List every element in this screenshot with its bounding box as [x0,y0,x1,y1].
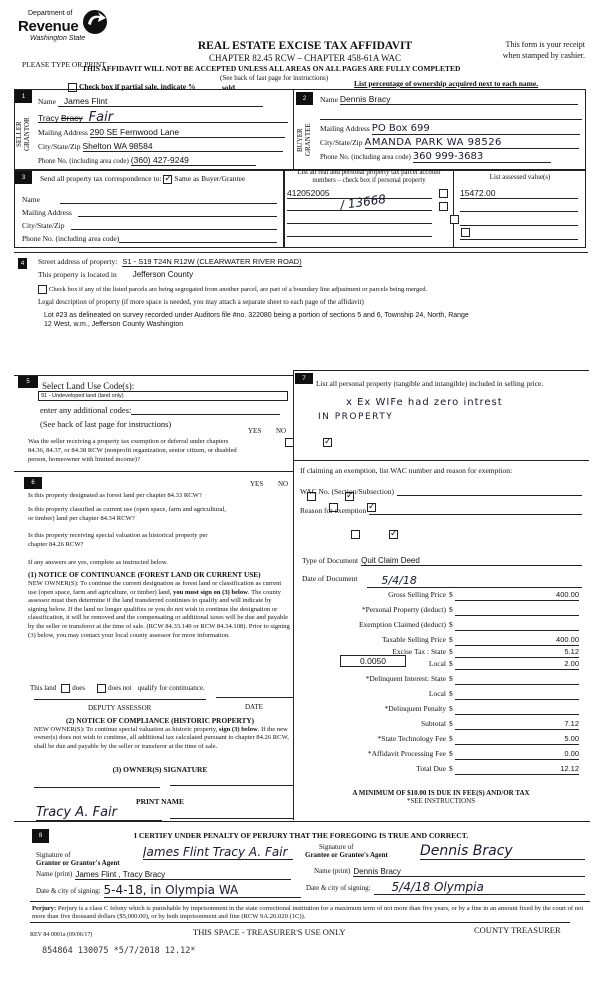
section-1-badge: 1 [15,90,32,103]
assessed-value-2[interactable] [460,202,578,212]
notice-2-title: (2) NOTICE OF COMPLIANCE (HISTORIC PROPERTY) [65,716,255,725]
correspondence-row [40,174,245,184]
tax-row-label: *Personal Property (deduct) [361,605,446,614]
local-rate-box[interactable]: 0.0050 [340,655,406,667]
perjury-bold: Perjury: [32,905,57,912]
partial-sale-label: Check box if partial sale, indicate % [79,82,196,91]
grantee-name-label: Name (print) [314,867,351,875]
exemption-yes-checkbox[interactable] [285,438,294,447]
grantor-name-row [36,870,291,880]
exemption-label: If claiming an exemption, list WAC number and reason for exemption: [300,466,513,475]
notice-2-text-a: NEW OWNER(S): To continue special valuation as historic property, [34,726,218,733]
tax-row-label: Excise Tax : State [392,647,446,656]
tax-row-value[interactable] [455,704,579,715]
seller-city-row [38,141,288,152]
street-row [38,257,302,267]
personal-property-note-1: x Ex WIFe had zero intrest [346,397,503,408]
owner-signature-line-1[interactable] [34,784,160,788]
seller-name-label: Name [38,97,56,106]
grantee-sig-label [305,843,388,859]
parcels-header: List all real and personal property tax parcel account numbers – check box if personal property [297,169,441,184]
corr-city-label: City/State/Zip [22,221,65,230]
buyer-phone-row [320,151,582,163]
seller-phone-label: Phone No. (including area code) [38,157,129,165]
grantor-date-city[interactable]: 5-4-18, in Olympia WA [104,883,301,898]
tax-row-value[interactable] [455,689,579,700]
if-yes-note: If any answers are yes, complete as instructed below. [28,559,168,566]
reason-row [300,506,582,515]
land-use-select[interactable]: 91 - Undeveloped land (land only) [38,391,288,401]
tax-row [298,719,584,731]
corr-name-row [22,195,277,204]
owner-print-name-line-2[interactable] [170,810,294,819]
tax-row-value[interactable]: 7.12 [455,719,579,730]
corr-phone-label: Phone No. (including area code) [22,234,120,243]
personal-property-note-2: IN PROPERTY [318,412,394,422]
buyer-phone-label: Phone No. (including area code) [320,153,411,161]
doc-date-label: Date of Document [302,574,358,583]
doc-type-value[interactable]: Quit Claim Deed [361,556,582,566]
tax-row-value[interactable] [455,620,579,631]
wac-label: WAC No. (Section/Subsection) [300,487,394,496]
street-address[interactable]: S1 - S19 T24N R12W (CLEARWATER RIVER ROAD) [122,257,302,266]
buyer-city-label: City/State/Zip [320,138,363,147]
section-8-top-rule [14,821,590,822]
grantor-label: GRANTOR [23,117,31,151]
tax-row [298,734,584,746]
currency-sign: $ [449,647,453,656]
section-4-badge: 4 [18,258,27,269]
seller-mailing-label: Mailing Address [38,128,88,137]
footer-rule-2 [30,922,570,923]
assessed-header: List assessed value(s) [489,173,551,181]
tax-row-value[interactable]: 400.00 [455,635,579,646]
currency-sign: $ [449,764,453,773]
tax-row-value[interactable]: 5.12 [455,647,579,658]
currency-sign: $ [449,674,453,683]
rev-code: REV 84 0001a (09/06/17) [30,932,93,938]
grantee-sig-label-2: Grantee or Grantee's Agent [305,851,388,859]
legal-desc-1: Lot #23 as delineated on survey recorded under Auditors file #no. 322080 being a portion of sections 5 and 6, Township 24, North, Range [44,312,469,319]
correspondence-label: Send all property tax correspondence to: [40,174,162,183]
corr-mailing-field[interactable] [78,208,277,217]
dor-logo-state: Washington State [30,35,86,42]
see-back-note: (See back of last page for instructions) [220,74,329,82]
parcel-row-3-line[interactable] [287,212,432,224]
personal-property-label: List all personal property (tangible and intangible) included in selling price. [316,379,544,388]
dor-logo [18,8,113,48]
grantee-label: GRANTEE [304,123,312,157]
tax-row-value[interactable] [455,674,579,685]
notice-1-text-b: . The county assessor must then determine if the land transferred continues to qualify and will indicate by signing below. If the land no longer qualifies or you do not wish to continue the designation or classification, it will be removed and the compensating or additional taxes will be due and payable by the seller or transferor at the time of sale. (RCW 84.33.140 or RCW 84.34.108). Prior to signing (3) below, you may contact your local county assessor for more information. [28,588,290,639]
grantor-sig-label-1: Signature of [36,851,71,859]
seller-name-2-handwritten: Fair [88,110,114,125]
assessed-value-1[interactable]: 15472.00 [460,188,578,199]
buyer-side-label [296,115,313,165]
grantor-name-label: Name (print) [36,870,73,878]
currency-sign: $ [449,704,453,713]
assessor-date-line[interactable] [216,694,294,698]
forest-question: Is this property designated as forest land per chapter 84.33 RCW? [28,492,202,499]
tax-row-label: *State Technology Fee [377,734,446,743]
section-8-badge: 8 [32,829,49,843]
owner-signature-title: (3) OWNER(S) SIGNATURE [112,765,208,774]
section-3-badge: 3 [15,171,32,184]
personal-property-checkbox[interactable] [439,189,448,198]
section-7-top-rule [293,370,589,371]
notice-1-text [28,580,290,640]
section-2-badge: 2 [296,92,313,105]
perjury-notice [32,905,592,922]
exemption-top-rule [293,460,589,461]
assessed-value-3[interactable] [460,216,578,226]
buyer-name[interactable]: Dennis Bracy [340,94,578,105]
seller-name-2-first: Tracy [38,113,59,123]
tax-row-value[interactable]: 5.00 [455,734,579,745]
grantee-name[interactable]: Dennis Bracy [353,867,585,877]
grantee-date-label: Date & city of signing: [306,884,371,892]
county: Jefferson County [132,270,194,279]
seller-name-2-struck: Bracy [60,113,83,123]
reason-label: Reason for exemption [300,506,367,515]
currency-sign: $ [449,635,453,644]
seller-city[interactable]: Shelton WA 98584 [83,141,283,152]
print-name-label: PRINT NAME [136,797,184,806]
corr-mailing-row [22,208,277,217]
section-5-badge: 5 [18,376,38,388]
located-row [38,270,193,279]
tax-row-label: Total Due [416,764,446,773]
does-checkbox[interactable] [61,684,70,693]
treasurer-use: THIS SPACE - TREASURER'S USE ONLY [193,927,346,937]
owner-signature-line-2[interactable] [170,782,294,786]
tax-row-label: Local [428,659,446,668]
seller-mailing-row [38,127,288,138]
divider [293,89,294,170]
seller-side-label [15,104,32,164]
section-5-top-rule [14,375,294,376]
see-instructions: *SEE INSTRUCTIONS [406,797,476,805]
tax-row-label: Exemption Claimed (deduct) [358,620,446,629]
notice-2-text [34,726,296,751]
does-label: does [72,684,86,692]
buyer-name-2-line[interactable] [320,110,582,120]
segregated-checkbox[interactable] [38,285,47,294]
land-use-see-back: (See back of last page for instructions) [40,419,172,429]
tax-row [298,590,584,602]
corr-name-label: Name [22,195,40,204]
this-land-label: This land [30,684,57,692]
seller-name-row [38,96,288,107]
exemption-question: Was the seller receiving a property tax exemption or deferral under chapters 84.36, 84.37, or 84.38 RCW (nonprofit organization, senior citizen, or disabled person, homeowner with limited income)? [28,438,237,463]
grantee-date-row [306,880,585,895]
dor-swirl-icon [80,8,110,36]
doc-type-row [302,556,582,566]
notice-1-bold: you must sign on (3) below [173,588,248,596]
yes-header-6: YES [250,480,264,488]
tax-row [298,704,584,716]
currency-sign: $ [449,659,453,668]
minimum-note: A MINIMUM OF $10.00 IS DUE IN FEE(S) AND/OR TAX [352,789,530,797]
corr-phone-field[interactable] [119,234,277,243]
historic-question: Is this property receiving special valuation as historical property per chapter 84.26 RCW? [28,532,208,548]
partial-sale-sold: sold. [222,83,237,92]
reason-field[interactable] [369,506,582,515]
dor-logo-dept: Department of [28,10,73,17]
tax-row-value[interactable]: 400.00 [455,590,579,601]
corr-name-field[interactable] [60,195,277,204]
currency-sign: $ [449,620,453,629]
grantee-name-row [314,867,585,877]
tax-row-value[interactable]: 0.00 [455,749,579,760]
seller-name-1[interactable]: James Flint [58,96,263,107]
continuance-row [30,683,205,693]
assessor-date-label: DATE [245,703,263,711]
seller-phone-row [38,155,288,166]
tax-row-label: Taxable Selling Price [381,635,446,644]
section-6-top-rule [14,471,294,472]
ownership-note: List percentage of ownership acquired next to each name. [354,79,539,88]
doc-date-value[interactable]: 5/4/18 [367,574,582,588]
exemption-no-checkbox[interactable] [323,438,332,447]
buyer-city[interactable]: AMANDA PARK WA 98526 [365,137,579,149]
no-header-5: NO [276,427,287,435]
form-chapter: CHAPTER 82.45 RCW – CHAPTER 458-61A WAC [209,53,401,63]
form-title: REAL ESTATE EXCISE TAX AFFIDAVIT [197,40,413,52]
footer-top-rule [30,901,590,902]
tax-row [298,605,584,617]
tax-row [298,749,584,761]
owner-print-name[interactable]: Tracy A. Fair [36,805,162,821]
wac-field[interactable] [397,487,582,496]
buyer-name-label: Name [320,95,338,104]
tax-row-label: *Delinquent Penalty [384,704,446,713]
receipt-note-1: This form is your receipt [505,40,585,49]
additional-codes-row [40,405,280,415]
grantor-signature[interactable]: James Flint Tracy A. Fair [143,845,293,860]
certify-title: I CERTIFY UNDER PENALTY OF PERJURY THAT THE FOREGOING IS TRUE AND CORRECT. [134,831,469,840]
notice-2-text-b: . If the new owner(s) does not wish to continue, all additional tax calculated pursuant to chapter 84.26 RCW, shall be due and payable by the seller or transferor at the time of sale. [34,726,289,750]
section-6-badge: 6 [24,477,42,489]
segregated-row [38,284,427,294]
parcel-row-4-line[interactable] [287,225,432,237]
seller-city-label: City/State/Zip [38,142,81,151]
buyer-label: BUYER [296,128,304,152]
legal-label: Legal description of property (if more space is needed, you may attach a separate sheet to each page of the affidavit) [38,298,364,306]
buyer-mailing-row [320,123,582,135]
tax-row-label: *Affidavit Processing Fee [367,749,446,758]
deputy-assessor-label: DEPUTY ASSESSOR [88,704,152,712]
corr-mailing-label: Mailing Address [22,208,72,217]
seller-phone[interactable]: (360) 427-9249 [131,155,256,166]
seller-mailing[interactable]: 290 SE Fernwood Lane [90,127,285,138]
personal-property-checkbox[interactable] [450,215,459,224]
no-header-6: NO [278,480,289,488]
grantor-sig-label [36,851,120,867]
tax-row-label: Local [428,689,446,698]
tax-row-value[interactable]: 12.12 [455,764,579,775]
buyer-city-row [320,137,582,149]
qualify-label: qualify for continuance. [137,684,205,692]
notice-2-bold: sign (3) below [218,726,258,733]
section-4-top-rule [14,252,588,253]
yes-header-5: YES [248,427,262,435]
does-not-checkbox[interactable] [97,684,106,693]
doc-date-row [302,574,582,588]
perjury-text: Perjury is a class C felony which is punishable by imprisonment in the state correctional institution for a maximum term of not more than five years, or by a fine in an amount fixed by the court of not more than five thousand dollars ($5,000.00), or by both imprisonment and fine (RCW 9A.20.020 (1C)). [32,905,584,921]
tax-row-label: *Delinquent Interest: State [365,674,446,683]
tax-row-value[interactable]: 2.00 [455,659,579,670]
located-label: This property is located in [38,270,117,279]
currency-sign: $ [449,689,453,698]
buyer-phone[interactable]: 360 999-3683 [413,151,551,163]
please-type: PLEASE TYPE OR PRINT [22,60,106,69]
tax-row-label: Gross Selling Price [388,590,446,599]
same-as-buyer-checkbox[interactable] [163,175,172,184]
seller-label: SELLER [15,121,23,147]
tax-row [298,674,584,686]
tax-row [298,764,584,776]
legal-desc-2: 12 West, w.m., Jefferson County Washington [44,321,184,328]
currency-sign: $ [449,590,453,599]
historic-no-checkbox[interactable] [389,530,398,539]
street-label: Street address of property: [38,257,118,266]
seller-name-2-row[interactable] [38,110,288,123]
parcel-handwritten: / 13668 [339,191,387,213]
grantor-name[interactable]: James Flint , Tracy Bracy [75,870,291,880]
receipt-note-2: when stamped by cashier. [502,51,585,60]
tax-row-value[interactable] [455,605,579,616]
tax-row-label: Subtotal [420,719,446,728]
county-treasurer: COUNTY TREASURER [474,925,561,935]
grantee-date-city[interactable]: 5/4/18 Olympia [374,880,585,895]
currency-sign: $ [449,605,453,614]
currency-sign: $ [449,749,453,758]
additional-codes-label: enter any additional codes: [40,405,132,415]
tax-row [298,689,584,701]
additional-codes-field[interactable] [131,405,280,415]
corr-city-field[interactable] [71,221,278,230]
assessed-value-4[interactable] [460,230,578,240]
notice-1-title: (1) NOTICE OF CONTINUANCE (FOREST LAND OR CURRENT USE) [28,570,261,579]
same-as-buyer-label: Same as Buyer/Grantee [174,174,246,183]
dor-logo-revenue: Revenue [18,18,79,35]
grantee-signature[interactable]: Dennis Bracy [420,843,585,860]
warning-banner: THIS AFFIDAVIT WILL NOT BE ACCEPTED UNLESS ALL AREAS ON ALL PAGES ARE FULLY COMPLETED [82,64,461,73]
buyer-mailing[interactable]: PO Box 699 [372,123,580,135]
currency-sign: $ [449,719,453,728]
corr-phone-row [22,234,277,243]
buyer-name-row [320,94,582,105]
corr-city-row [22,221,277,230]
grantor-date-label: Date & city of signing: [36,887,101,895]
historic-yes-checkbox[interactable] [351,530,360,539]
parcel-number[interactable]: 412052005 [287,188,432,199]
grantor-sig-label-2: Grantor or Grantor's Agent [36,859,120,867]
tax-row [298,620,584,632]
segregated-label: Check box if any of the listed parcels are being segregated from another parcel, are part of a boundary line adjustment or parcels being merged. [49,286,428,293]
land-use-label: Select Land Use Code(s): [42,381,135,391]
wac-row [300,487,582,496]
deputy-assessor-line[interactable] [34,696,206,700]
grantor-date-row [36,883,301,898]
notice-1-text-a: NEW OWNER(S): To continue the current designation as forest land or classification as current use (open space, farm and agriculture, or timber) land, [28,580,282,596]
receipt-stamp: 854864 130075 *5/7/2018 12.12* [42,946,196,956]
grantee-sig-label-1: Signature of [319,843,354,851]
current-use-question: Is this property classified as current use (open space, farm and agricultural, or timber) land per chapter 84.34 RCW? [28,506,226,522]
tax-row [298,635,584,647]
currency-sign: $ [449,734,453,743]
parcel-row-2-line[interactable] [287,199,432,211]
personal-property-checkbox[interactable] [439,202,448,211]
doc-type-label: Type of Document [302,556,359,565]
section-7-badge: 7 [295,373,313,384]
buyer-mailing-label: Mailing Address [320,124,370,133]
does-not-label: does not [108,684,132,692]
